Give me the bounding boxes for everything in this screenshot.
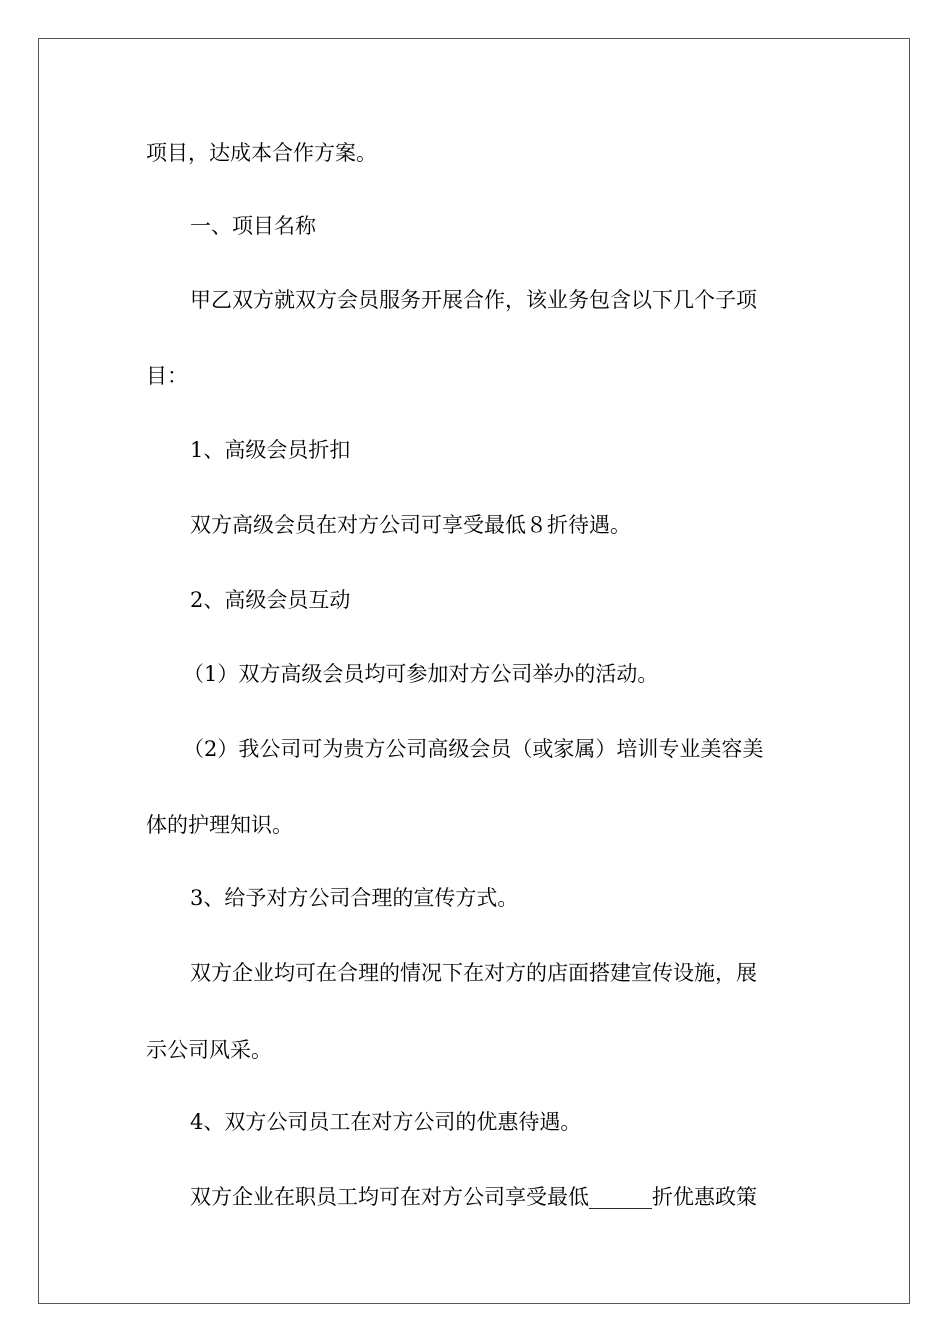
item-heading-2: 2、高级会员互动 xyxy=(190,588,351,612)
item-body-3-continuation: 示公司风采。 xyxy=(146,1038,272,1062)
section-heading-project-name: 一、项目名称 xyxy=(190,214,316,238)
item-body-2-2: （2）我公司可为贵方公司高级会员（或家属）培训专业美容美 xyxy=(183,737,764,761)
fill-in-blank: ______ xyxy=(589,1185,652,1209)
item-heading-4: 4、双方公司员工在对方公司的优惠待遇。 xyxy=(190,1110,582,1134)
item-body-4 xyxy=(190,1185,757,1209)
item-body-3: 双方企业均可在合理的情况下在对方的店面搭建宣传设施，展 xyxy=(190,961,757,985)
item-heading-3: 3、给予对方公司合理的宣传方式。 xyxy=(190,886,519,910)
item-heading-1: 1、高级会员折扣 xyxy=(190,438,351,462)
item-body-2-1: （1）双方高级会员均可参加对方公司举办的活动。 xyxy=(183,662,659,686)
paragraph-intro: 甲乙双方就双方会员服务开展合作，该业务包含以下几个子项 xyxy=(190,288,757,312)
paragraph-intro-continuation: 目： xyxy=(146,364,188,388)
item-body-4-after: 折优惠政策 xyxy=(652,1185,757,1209)
item-body-4-before: 双方企业在职员工均可在对方公司享受最低 xyxy=(190,1185,589,1209)
item-body-2-2-continuation: 体的护理知识。 xyxy=(146,813,293,837)
paragraph-continuation: 项目，达成本合作方案。 xyxy=(146,141,377,165)
item-body-1: 双方高级会员在对方公司可享受最低８折待遇。 xyxy=(190,513,631,537)
